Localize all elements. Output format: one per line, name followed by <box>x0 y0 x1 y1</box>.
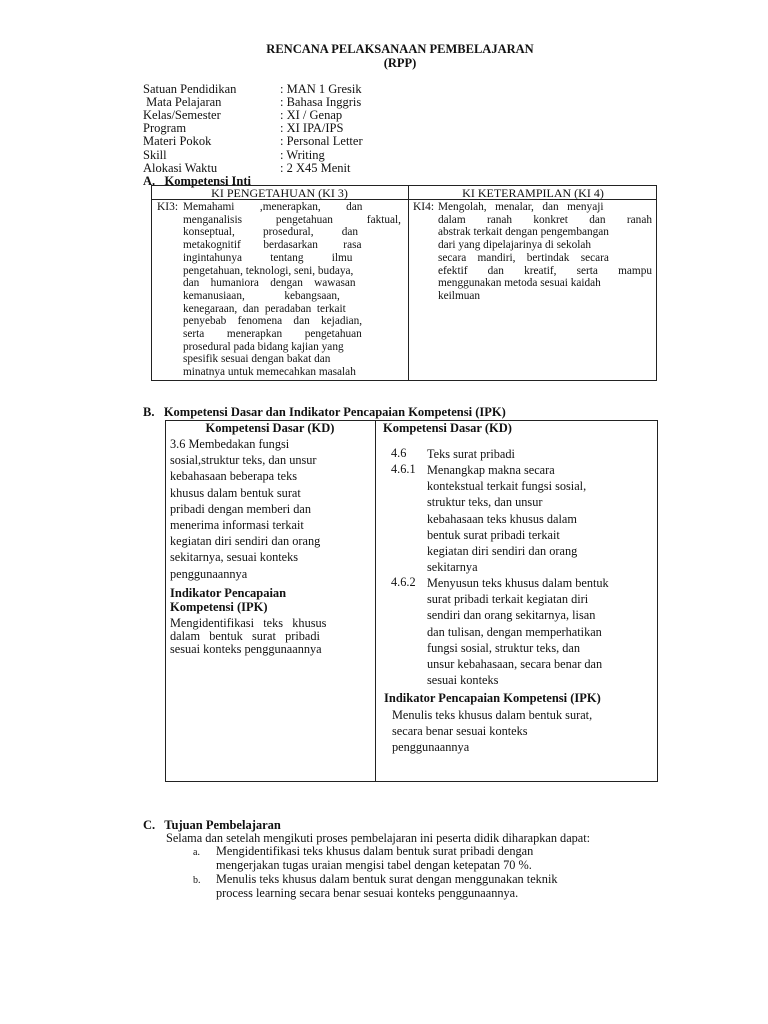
ki3-line: minatnya untuk memecahkan masalah <box>183 366 356 379</box>
identity-value-skill: : Writing <box>280 148 325 162</box>
identity-value-satuan: : MAN 1 Gresik <box>280 82 362 96</box>
identity-label-alokasi: Alokasi Waktu <box>143 161 218 175</box>
ki-table-column-divider <box>408 185 409 381</box>
kd-item-line: fungsi sosial, struktur teks, dan <box>427 640 581 655</box>
ki3-line: metakognitif berdasarkan rasa <box>183 239 362 252</box>
ki3-line: pengetahuan, teknologi, seni, budaya, <box>183 264 354 277</box>
ki4-line: secara mandiri, bertindak secara <box>438 251 609 264</box>
kd-item-line: kebahasaan teks khusus dalam <box>427 511 577 526</box>
ipk-left-description <box>170 617 370 656</box>
ki4-line: dari yang dipelajarinya di sekolah <box>438 239 592 252</box>
kd-item-line: sendiri dan orang sekitarnya, lisan <box>427 608 596 623</box>
section-c-heading: C. Tujuan Pembelajaran <box>143 818 281 832</box>
ki3-line: prosedural pada bidang kajian yang <box>183 340 344 353</box>
tujuan-item-a <box>216 845 656 872</box>
kd-left-line: sosial,struktur teks, dan unsur <box>170 453 317 468</box>
kd-left-line: 3.6 Membedakan fungsi <box>170 437 290 451</box>
ipk-right-line: penggunaannya <box>392 740 470 755</box>
kd-left-line: khusus dalam bentuk surat <box>170 485 301 500</box>
ki4-line: Mengolah, menalar, dan menyaji <box>438 201 604 213</box>
ki4-line: efektif dan kreatif, serta mampu <box>438 264 652 277</box>
identity-value-alokasi: : 2 X45 Menit <box>280 161 351 175</box>
kd-left-header: Kompetensi Dasar (KD) <box>205 421 335 435</box>
ipk-left-header-line: Indikator Pencapaian <box>170 586 287 600</box>
identity-label-satuan: Satuan Pendidikan <box>143 82 237 96</box>
kd-item-number: 4.6.2 <box>391 575 416 589</box>
identity-label-materi: Materi Pokok <box>143 134 212 148</box>
kd-item-number: 4.6.1 <box>391 462 416 476</box>
ki3-line: konseptual, prosedural, dan <box>183 226 359 239</box>
ipk-left-header <box>170 586 286 614</box>
kd-item-line: surat pribadi terkait kegiatan diri <box>427 592 589 607</box>
identity-label-program: Program <box>143 121 187 135</box>
kd-left-line: menerima informasi terkait <box>170 518 304 533</box>
identity-label-skill: Skill <box>143 148 167 162</box>
ki3-line: ingintahunya tentang ilmu <box>183 251 353 264</box>
kd-item-number: 4.6 <box>391 446 407 460</box>
kd-left-line: penggunaannya <box>170 566 248 581</box>
ipk-left-line: Mengidentifikasi teks khusus <box>170 616 327 630</box>
ki3-line: penyebab fenomena dan kejadian, <box>183 315 363 328</box>
ki3-line: kemanusiaan, kebangsaan, <box>183 289 340 302</box>
tujuan-line: Menulis teks khusus dalam bentuk surat dengan menggunakan teknik <box>216 872 558 886</box>
identity-label-mapel: Mata Pelajaran <box>143 95 222 109</box>
identity-value-kelas: : XI / Genap <box>280 108 343 122</box>
kd-item-line: bentuk surat pribadi terkait <box>427 527 560 542</box>
ipk-right-header: Indikator Pencapaian Kompetensi (IPK) <box>384 691 601 705</box>
kd-left-line: pribadi dengan memberi dan <box>170 501 312 516</box>
ki3-line: serta menerapkan pengetahuan <box>183 328 362 341</box>
kd-right-header: Kompetensi Dasar (KD) <box>383 421 512 435</box>
ki3-tag: KI3: <box>157 201 179 213</box>
kd-table-column-divider <box>375 420 376 782</box>
kd-item-line: sekitarnya <box>427 560 478 575</box>
kd-left-description <box>170 436 370 582</box>
ipk-right-description <box>392 707 654 756</box>
ipk-left-header-line: Kompetensi (IPK) <box>170 600 268 614</box>
section-c-intro: Selama dan setelah mengikuti proses pembelajaran ini peserta didik diharapkan dapat: <box>166 831 591 845</box>
ipk-left-line: sesuai konteks penggunaannya <box>170 642 322 656</box>
ki3-line: kenegaraan, dan peradaban terkait <box>183 302 346 315</box>
kd-item-line: unsur kebahasaan, secara benar dan <box>427 657 603 672</box>
identity-value-materi: : Personal Letter <box>280 134 363 148</box>
tujuan-line: Mengidentifikasi teks khusus dalam bentuk surat pribadi dengan <box>216 844 534 858</box>
ki3-line: Memahami ,menerapkan, dan <box>183 201 363 213</box>
kd-left-line: sekitarnya, sesuai konteks <box>170 550 299 565</box>
kd-item-line: kegiatan diri sendiri dan orang <box>427 544 578 559</box>
ki4-line: keilmuan <box>438 289 481 302</box>
kd-item-line: dan tulisan, dengan memperhatikan <box>427 624 602 639</box>
kd-item-line: sesuai konteks <box>427 673 499 688</box>
kd-left-line: kegiatan diri sendiri dan orang <box>170 534 321 549</box>
tujuan-marker-a: a. <box>193 847 200 858</box>
ki3-line: dan humaniora dengan wawasan <box>183 277 356 290</box>
tujuan-line: process learning secara benar sesuai konteks penggunaannya. <box>216 885 519 900</box>
kd-item-line: Teks surat pribadi <box>427 447 515 461</box>
tujuan-marker-b: b. <box>193 875 201 886</box>
document-subtitle: (RPP) <box>383 56 417 70</box>
identity-label-kelas: Kelas/Semester <box>143 108 221 122</box>
kd-item-line: Menangkap makna secara <box>427 463 555 477</box>
kd-item-line: kontekstual terkait fungsi sosial, <box>427 479 587 494</box>
ipk-right-line: secara benar sesuai konteks <box>392 724 528 739</box>
ki3-column-header: KI PENGETAHUAN (KI 3) <box>211 186 348 200</box>
ki4-line: abstrak terkait dengan pengembangan <box>438 226 609 239</box>
tujuan-item-b <box>216 873 656 900</box>
ki3-description <box>183 201 401 379</box>
kd-item-4-6-2 <box>427 575 655 688</box>
ki3-line: menganalisis pengetahuan faktual, <box>183 213 401 226</box>
ki3-line: spesifik sesuai dengan bakat dan <box>183 353 331 366</box>
ki4-description <box>438 201 652 303</box>
ipk-left-line: dalam bentuk surat pribadi <box>170 629 320 643</box>
ki4-line: menggunakan metoda sesuai kaidah <box>438 277 601 290</box>
tujuan-line: mengerjakan tugas uraian mengisi tabel dengan ketepatan 70 %. <box>216 857 532 872</box>
section-a-heading: A. Kompetensi Inti <box>143 174 251 188</box>
kd-item-line: struktur teks, dan unsur <box>427 495 543 510</box>
ki4-line: dalam ranah konkret dan ranah <box>438 213 652 226</box>
kd-left-line: kebahasaan beberapa teks <box>170 469 297 484</box>
identity-value-program: : XI IPA/IPS <box>280 121 344 135</box>
kd-item-line: Menyusun teks khusus dalam bentuk <box>427 576 609 590</box>
identity-value-mapel: : Bahasa Inggris <box>280 95 362 109</box>
document-title: RENCANA PELAKSANAAN PEMBELAJARAN <box>266 42 534 56</box>
ipk-right-line: Menulis teks khusus dalam bentuk surat, <box>392 708 593 722</box>
kd-item-4-6-1 <box>427 462 652 575</box>
ki4-column-header: KI KETERAMPILAN (KI 4) <box>462 186 604 200</box>
ki4-tag: KI4: <box>413 201 435 213</box>
section-b-heading: B. Kompetensi Dasar dan Indikator Pencapaian Kompetensi (IPK) <box>143 405 506 419</box>
